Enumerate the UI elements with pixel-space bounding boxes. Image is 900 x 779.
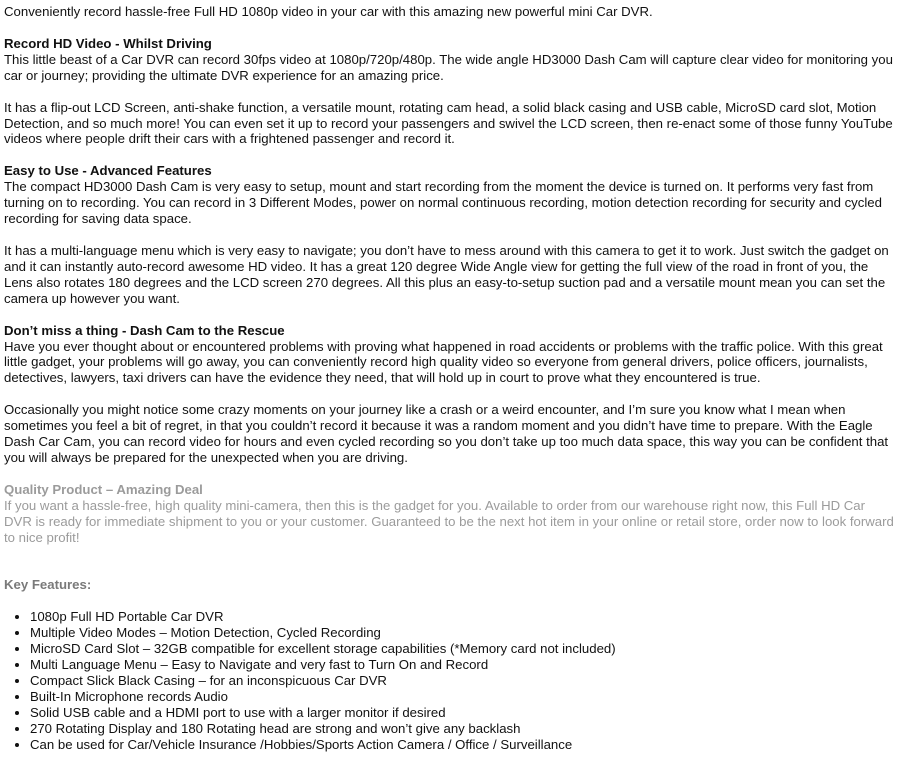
list-item: • Multi Language Menu – Easy to Navigate and very fast to Turn On and Record (30, 657, 896, 673)
list-item: • Built-In Microphone records Audio (30, 689, 896, 705)
section-easy-to-use (4, 163, 896, 306)
list-item: • Compact Slick Black Casing – for an inconspicuous Car DVR (30, 673, 896, 689)
section-heading: Easy to Use - Advanced Features (4, 163, 212, 179)
section-heading: Record HD Video - Whilst Driving (4, 35, 212, 51)
section-paragraph: It has a multi-language menu which is very easy to navigate; you don’t have to mess around with this camera to get it to work. Just switch the gadget on and it can instantly auto-record awesome HD video. It has a great 120 degree Wide Angle view for getting the full view of the road in front of you, the Lens also rotates 180 degrees and the LCD screen 270 degrees. All this plus an easy-to-setup suction pad and a versatile mount mean you can set the camera up however you want. (4, 242, 889, 306)
list-item: • Can be used for Car/Vehicle Insurance /Hobbies/Sports Action Camera / Office / Surveillance (30, 737, 896, 753)
section-record-hd-video (4, 36, 896, 147)
list-item: • Solid USB cable and a HDMI port to use with a larger monitor if desired (30, 705, 896, 721)
list-item: • MicroSD Card Slot – 32GB compatible for excellent storage capabilities (*Memory card not included) (30, 641, 896, 657)
section-heading: Quality Product – Amazing Deal (4, 481, 203, 497)
list-item: • Multiple Video Modes – Motion Detection, Cycled Recording (30, 625, 896, 641)
section-heading: Don’t miss a thing - Dash Cam to the Rescue (4, 322, 285, 338)
intro-paragraph: Conveniently record hassle-free Full HD 1080p video in your car with this amazing new powerful mini Car DVR. (4, 4, 653, 19)
section-paragraph: Occasionally you might notice some crazy moments on your journey like a crash or a weird encounter, and I’m sure you know what I mean when sometimes you feel a bit of regret, in that you couldn’t record it because it was a random moment and you didn’t have time to prepare. With the Eagle Dash Car Cam, you can record video for hours and even cycled recording so you don’t take up too much data space, this way you can be confident that you will always be prepared for the unexpected when you are driving. (4, 402, 889, 465)
section-dash-cam-rescue (4, 323, 896, 466)
key-features-heading: Key Features: (4, 577, 92, 593)
section-paragraph: The compact HD3000 Dash Cam is very easy to setup, mount and start recording from the moment the device is turned on. It performs very fast from turning on to recording. You can record in 3 Different Modes, power on normal continuous recording, motion detection recording for security and cycled recording for saving data space. (4, 179, 882, 227)
section-paragraph: This little beast of a Car DVR can record 30fps video at 1080p/720p/480p. The wide angle HD3000 Dash Cam will capture clear video for monitoring you car or journey; providing the ultimate DVR experience for an amazing price. (4, 51, 893, 83)
section-paragraph: It has a flip-out LCD Screen, anti-shake function, a versatile mount, rotating cam head, a solid black casing and USB cable, MicroSD card slot, Motion Detection, and so much more! You can even set it up to record your passengers and swivel the LCD screen, then re-enact some of those funny YouTube videos where people drift their cars with a frightened passenger and record it. (4, 99, 893, 147)
list-item: • 270 Rotating Display and 180 Rotating head are strong and won’t give any backlash (30, 721, 896, 737)
list-item: • 1080p Full HD Portable Car DVR (30, 609, 896, 625)
section-quality-product (4, 482, 896, 546)
section-paragraph: Have you ever thought about or encountered problems with proving what happened in road accidents or problems with the traffic police. With this great little gadget, your problems will go away, you can conveniently record high quality video so everyone from general drivers, police officers, journalists, detectives, lawyers, taxi drivers can have the evidence they need, that will hold up in court to prove what they encountered is true. (4, 338, 883, 386)
section-paragraph: If you want a hassle-free, high quality mini-camera, then this is the gadget for you. Available to order from our warehouse right now, this Full HD Car DVR is ready for immediate shipment to you or your customer. Guaranteed to be the next hot item in your online or retail store, order now to look forward to nice profit! (4, 497, 894, 545)
key-features-list (4, 609, 896, 752)
